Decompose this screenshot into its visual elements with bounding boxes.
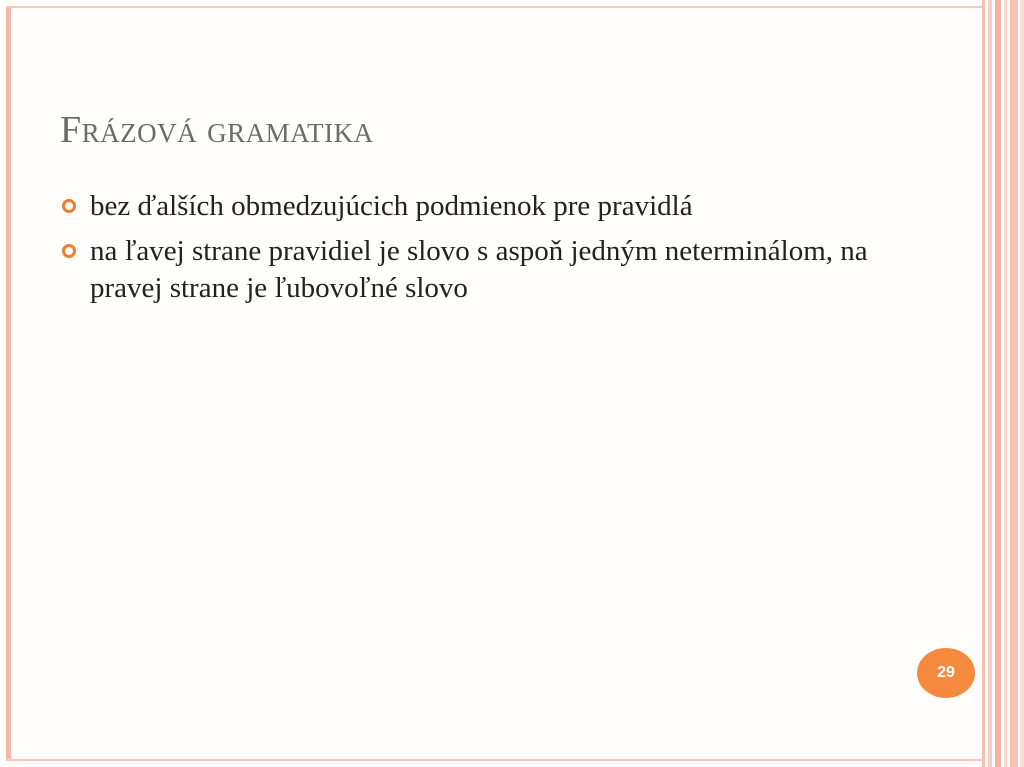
decorative-stripe (982, 0, 985, 767)
bullet-item (60, 188, 940, 225)
bullet-item (60, 233, 940, 307)
frame-top-border (6, 6, 982, 8)
decorative-stripe (988, 0, 992, 767)
page-number-badge: 29 (917, 648, 975, 698)
slide-title: Frázová gramatika (60, 109, 374, 151)
bullet-circle-icon (62, 199, 76, 213)
bullet-circle-icon (62, 244, 76, 258)
bullet-text: na ľavej strane pravidiel je slovo s aspoň jedným neterminálom, na pravej strane je ľubovoľné slovo (90, 235, 868, 304)
decorative-stripe (1010, 0, 1018, 767)
bullet-text: bez ďalších obmedzujúcich podmienok pre pravidlá (90, 190, 693, 222)
decorative-stripe (1020, 0, 1024, 767)
bullet-list (60, 188, 940, 315)
decorative-stripe (1004, 0, 1007, 767)
decorative-stripe (995, 0, 1001, 767)
frame-left-border (6, 6, 11, 761)
frame-bottom-border (6, 759, 982, 761)
